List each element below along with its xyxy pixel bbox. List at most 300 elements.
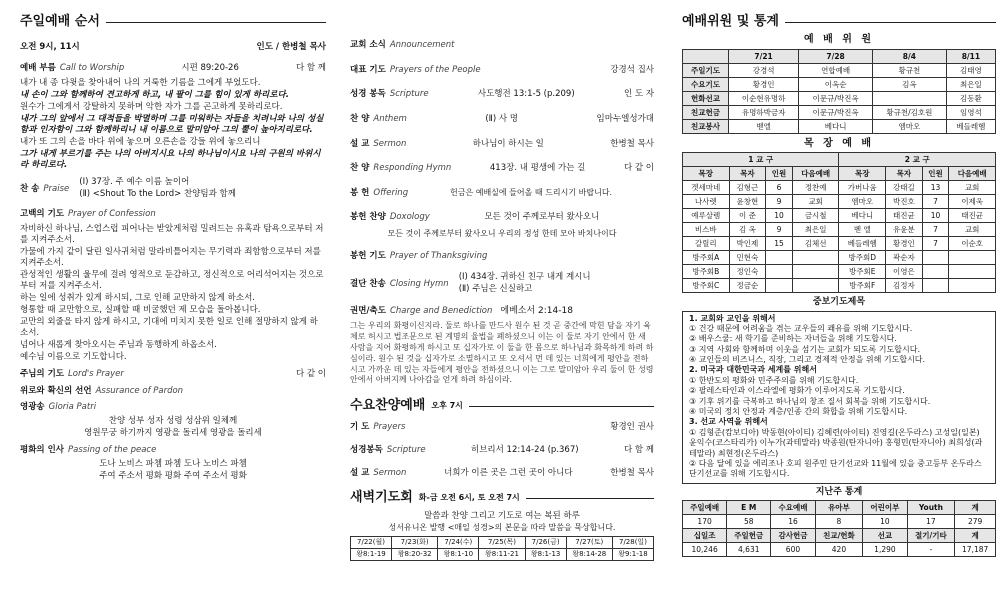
item-reference: 에베소서 2:14-18 [500, 306, 573, 317]
gloria-row [20, 402, 326, 413]
stats-header: Youth [907, 501, 955, 515]
table-row [683, 105, 996, 119]
item-english: Prayers [373, 422, 406, 433]
name-cell: 벧엘 [729, 119, 799, 133]
ref-cell: 왕8:11-21 [479, 548, 525, 560]
item-label: 봉헌 기도 [350, 251, 386, 262]
item-who: 임마누엘성가대 [596, 113, 654, 124]
pastoral-cell: 베다니 [839, 209, 886, 223]
order-item [350, 188, 654, 199]
charge-row [350, 306, 654, 317]
pastoral-cell: 박인제 [729, 237, 766, 251]
section-time: 화-금 오전 6시, 토 오전 7시 [418, 493, 520, 503]
district-header: 2 교 구 [839, 153, 996, 167]
item-label: 설 교 [350, 138, 370, 149]
item-label: 기 도 [350, 422, 370, 433]
table-row [683, 77, 996, 91]
item-english: Sermon [373, 138, 407, 149]
praise-line: (Ⅱ) <Shout To the Lord> 찬양팀과 함께 [79, 188, 236, 199]
pastoral-table [682, 152, 996, 293]
stats-value: 58 [727, 515, 771, 529]
dawn-note: 성서유니온 발행 <매일 성경>의 본문을 따라 말씀을 묵상합니다. [388, 522, 616, 532]
name-cell: 김태영 [946, 63, 995, 77]
stats-value: 600 [771, 543, 815, 557]
corner-cell [683, 49, 729, 63]
stats-value: 420 [815, 543, 863, 557]
stats-header: 절기/기타 [907, 529, 955, 543]
item-label: 찬 송 [20, 183, 40, 194]
pastoral-cell: 태진균 [886, 209, 923, 223]
role-cell: 주일기도 [683, 63, 729, 77]
pastoral-cell: 13 [922, 181, 949, 195]
pastoral-caption: 목 장 예 배 [803, 137, 875, 149]
lords-prayer-row [20, 369, 326, 380]
item-label: 대표 기도 [350, 64, 386, 75]
service-leader: 인도 / 한병철 목사 [256, 42, 326, 53]
name-cell: 최은일 [946, 77, 995, 91]
pastoral-cell: 박진호 [886, 195, 923, 209]
item-who: 황경인 권사 [610, 422, 654, 433]
pastoral-cell [949, 265, 996, 279]
pastoral-cell: 방주회B [683, 265, 730, 279]
table-row [683, 63, 996, 77]
item-label: 결단 찬송 [350, 278, 386, 289]
closing-hymns [459, 272, 591, 296]
name-cell: 임영석 [946, 105, 995, 119]
item-english: Passing of the peace [68, 445, 157, 456]
section-title-text: 새벽기도회 [350, 490, 413, 506]
pastoral-cell: 교회 [792, 195, 839, 209]
table-row [683, 251, 996, 265]
closing-hymn-row [350, 272, 654, 296]
stats-header: 친교/헌화 [815, 529, 863, 543]
reading-line-response: 그가 내게 부르기를 주는 나의 아버지시요 나의 하나님이시요 나의 구원의 바위시라 하리로다. [20, 148, 321, 170]
ref-cell: 왕8:20-32 [392, 548, 438, 560]
confession-text [20, 224, 326, 364]
section-title-dawn-prayer [350, 490, 654, 506]
item-english: Anthem [373, 113, 407, 124]
item-label: 성경 봉독 [350, 89, 386, 100]
item-english: Doxology [389, 212, 430, 223]
pastoral-cell: 방주회A [683, 251, 730, 265]
table-header-row [683, 49, 996, 63]
doxology-line-2: 모든 것이 주께로부터 왔사오니 우리의 정성 한데 모아 바치나이다 [387, 229, 617, 238]
reading-line: 원수가 그에게서 강탈하지 못하며 악한 자가 그를 곤고하게 못하리로다. [20, 101, 283, 112]
prayer-item: ① 한반도의 평화와 민주주의를 위해 기도합시다. [689, 375, 859, 385]
item-label: 설 교 [350, 467, 370, 478]
thanks-prayer-row [350, 251, 654, 262]
stats-value: 16 [771, 515, 815, 529]
confession-line: 예수님 이름으로 기도합니다. [20, 352, 127, 363]
pastoral-cell: 벧 엘 [839, 223, 886, 237]
stats-value: 17,187 [955, 543, 996, 557]
item-english: Scripture [389, 89, 429, 100]
stats-header: 주일예배 [683, 501, 727, 515]
order-of-worship-column [0, 0, 336, 483]
pastoral-cell [766, 265, 793, 279]
pastoral-cell: 민현숙 [729, 251, 766, 265]
item-english: Sermon [373, 467, 407, 478]
item-english: Assurance of Pardon [95, 385, 184, 396]
title-rule [106, 22, 326, 23]
item-english: Gloria Patri [48, 402, 97, 413]
stats-header: 계 [955, 529, 996, 543]
table-row [683, 181, 996, 195]
praise-row [20, 177, 326, 201]
item-english: Offering [373, 187, 409, 198]
item-who: 다 함 께 [295, 62, 326, 73]
stats-table [682, 500, 996, 557]
pastoral-cell: 방주회D [839, 251, 886, 265]
name-cell: 황규천/김호원 [872, 105, 946, 119]
pastoral-cell [792, 279, 839, 293]
item-who: 인 도 자 [623, 89, 654, 100]
pastoral-cell: 정금순 [729, 279, 766, 293]
table-header-row [683, 529, 996, 543]
pastoral-cell: 유윤분 [886, 223, 923, 237]
pastoral-body [683, 181, 996, 293]
confession-line: 넘어나 새롭게 찾아오시는 주님과 동행하게 하옵소서. [20, 340, 217, 351]
day-cell: 7/27(토) [566, 536, 612, 548]
item-who: 강경석 집사 [610, 64, 654, 75]
item-english: Prayer of Thanksgiving [389, 251, 488, 262]
order-item [350, 114, 654, 125]
pastoral-cell: 이제욱 [949, 195, 996, 209]
column-header: 인원 [766, 167, 793, 181]
order-item [350, 40, 654, 51]
pastoral-cell: 김정자 [886, 279, 923, 293]
pastoral-cell: 방주회E [839, 265, 886, 279]
doxology-row [350, 212, 654, 223]
pastoral-cell [766, 251, 793, 265]
pastoral-cell [949, 279, 996, 293]
pastoral-cell: 방주회C [683, 279, 730, 293]
day-cell: 7/28(일) [612, 536, 653, 548]
pastoral-cell [949, 251, 996, 265]
stats-header: 유아부 [815, 501, 863, 515]
table-row [683, 209, 996, 223]
item-label: 권면/축도 [350, 306, 386, 317]
item-reference: 시편 89:20-26 [181, 62, 239, 73]
pastoral-cell: 방주회F [839, 279, 886, 293]
date-header: 8/4 [872, 49, 946, 63]
name-cell: 강경석 [729, 63, 799, 77]
pastoral-cell: 9 [766, 223, 793, 237]
reading-line: 내가 내 종 다윗을 찾아내어 나의 거룩한 기름을 그에게 부었도다. [20, 77, 261, 88]
pastoral-cell: 윤창현 [729, 195, 766, 209]
confession-line: 가물에 가지 같이 달린 일사귀처럼 말라비틀어지는 무기력과 죄함함으로부터 저를 지켜주소서. [20, 246, 321, 268]
day-cell: 7/24(수) [438, 536, 479, 548]
stats-header: 어린이부 [863, 501, 907, 515]
hymn-line: (Ⅰ) 434장. 귀하신 친구 내게 계시니 [458, 272, 591, 283]
table-row [683, 265, 996, 279]
date-header: 7/21 [729, 49, 799, 63]
item-detail: 너희가 이른 곳은 그런 곳이 아니다 [444, 467, 573, 478]
pastoral-cell: 엠마오 [839, 195, 886, 209]
item-detail: 히브리서 12:14-24 (p.367) [470, 445, 579, 456]
wed-item [350, 468, 654, 479]
stats-value: 170 [683, 515, 727, 529]
section-title-text: 주일예배 순서 [20, 14, 100, 29]
reading-line: 내가 또 그의 손을 바다 위에 놓으며 오른손을 강들 위에 놓으리니 [20, 136, 261, 147]
pastoral-cell [922, 265, 949, 279]
pastoral-cell: 이순호 [949, 237, 996, 251]
name-cell: 황규천 [872, 63, 946, 77]
item-detail: 헌금은 예배실에 들어올 때 드리시기 바랍니다. [450, 187, 613, 197]
item-label: 고백의 기도 [20, 208, 65, 219]
item-label: 찬 양 [350, 163, 370, 174]
pastoral-cell: 10 [766, 209, 793, 223]
item-label: 위로와 확신의 선언 [20, 385, 92, 396]
pastoral-cell: 정인숙 [729, 265, 766, 279]
prayer-section-heading: 2. 미국과 대한민국과 세계를 위해서 [689, 365, 817, 375]
stats-value: 279 [955, 515, 996, 529]
stats-value: 10 [863, 515, 907, 529]
table-row [683, 195, 996, 209]
pastoral-cell [792, 265, 839, 279]
role-cell: 친교헌금 [683, 105, 729, 119]
item-who: 한병철 목사 [610, 138, 654, 149]
pastoral-cell: 겟세마네 [683, 181, 730, 195]
day-cell: 7/22(월) [351, 536, 392, 548]
column-header: 목자 [886, 167, 923, 181]
stats-caption: 지난주 통계 [815, 486, 863, 497]
pastoral-cell [922, 279, 949, 293]
pastoral-cell: 7 [922, 195, 949, 209]
prayer-item: ② 다음 달에 있을 에리조나 호피 원주민 단기선교와 11월에 있을 중고등부 온두라스 단기선교를 위해 기도합시다. [689, 458, 982, 479]
column-header: 다음예배 [949, 167, 996, 181]
prayer-section-heading: 1. 교회와 교인을 위해서 [689, 313, 776, 323]
column-header: 다음예배 [792, 167, 839, 181]
name-cell: 유명하박금자 [729, 105, 799, 119]
item-english: Closing Hymn [389, 278, 449, 289]
order-continued-column [336, 0, 666, 561]
peace-row [20, 445, 326, 456]
lyric-line: 주여 주소서 평화 평화 주여 주소서 평화 [99, 470, 247, 481]
table-row [351, 536, 654, 548]
pastoral-cell: 황경인 [886, 237, 923, 251]
pastoral-cell: 이영은 [886, 265, 923, 279]
pastoral-cell: 곽순자 [886, 251, 923, 265]
item-english: Lord's Prayer [68, 369, 124, 380]
item-english: Responding Hymn [373, 163, 452, 174]
pastoral-cell: 7 [922, 237, 949, 251]
prayer-section-heading: 3. 선교 사역을 위해서 [689, 417, 768, 427]
date-header: 8/11 [946, 49, 995, 63]
dawn-motto: 말씀과 찬양 그리고 기도로 여는 복된 하루 [424, 510, 580, 521]
day-cell: 7/25(목) [479, 536, 525, 548]
stats-value: 10,246 [683, 543, 727, 557]
confession-line: 교만의 외줄을 타지 않게 하시고, 기대에 미치지 못한 일로 인해 절망하지 않게 하소서. [20, 316, 318, 339]
lyric-line: 도나 노비스 파쳄 파쳄 도나 노비스 파쳄 [99, 458, 247, 469]
table-row [683, 91, 996, 105]
prayer-item: ② 팔레스타인과 이스라엘에 평화가 이루어지도록 기도합시다. [689, 386, 905, 396]
item-who: 한병철 목사 [610, 467, 654, 478]
lyric-line: 찬양 성부 성자 성령 성삼위 일체께 [108, 416, 238, 427]
pastoral-cell [766, 279, 793, 293]
section-time: 오후 7시 [431, 401, 463, 411]
item-english: Scripture [386, 445, 426, 456]
item-label: 영광송 [20, 402, 45, 413]
name-cell: 이순현유명하 [729, 91, 799, 105]
doxology-line: 모든 것이 주께로부터 왔사오니 [484, 212, 600, 223]
committee-stats-column [670, 0, 1004, 557]
order-item [350, 139, 654, 150]
benediction-text: 그는 우리의 화평이신지라. 둘로 하나를 만드사 원수 된 것 곧 중간에 막힌 담을 자기 육체로 허시고 법조문으로 된 계명의 율법을 폐하셨으니 이는 이 둘로 자기 안에서 한 새 사람을 지어 화평하게 하시고 또 십자가로 이 둘을 한 몸으로 하나님과 화목하게 하려 하심이라. 원수 된 것을 십자가로 소멸하시고 또 오셔서 먼 데 있는 너희에게 평안을 전하시고 가까운 데 있는 자들에게 평안을 전하셨으니 이는 그로 말미암아 우리 둘이 한 성령 안에서 아버지께 나아감을 얻게 하려 하심이라. [350, 321, 654, 385]
stats-value: 17 [907, 515, 955, 529]
ref-cell: 왕8:1-13 [525, 548, 566, 560]
table-header-row [683, 501, 996, 515]
table-header-row [683, 153, 996, 167]
pastoral-cell: 김형근 [729, 181, 766, 195]
committee-caption: 예 배 위 원 [803, 34, 875, 46]
hymn-line: (Ⅱ) 주님은 신실하고 [458, 284, 533, 295]
pastoral-cell: 예루살렘 [683, 209, 730, 223]
order-item [350, 65, 654, 76]
day-cell: 7/26(금) [525, 536, 566, 548]
prayer-item: ① 김형준(캄보디아) 박동현(아이티) 김혜련(아이티) 진영길(온두라스) 고성일(일본) 윤익수(코스타리카) 이누가(과테말라) 박종원(탄자니아) 홍형민(탄자니아) 최희성(과테말라) 최현정(온두라스) [689, 427, 983, 458]
prayer-item: ① 건강 때문에 어려움을 겪는 교우들의 쾌유를 위해 기도합시다. [689, 323, 913, 333]
ref-cell: 왕9:1-18 [612, 548, 653, 560]
stats-header: 계 [955, 501, 996, 515]
item-detail: 413장. 내 평생에 가는 길 [489, 163, 586, 174]
stats-value: 1,290 [863, 543, 907, 557]
section-title-committee [682, 14, 996, 30]
wed-item [350, 422, 654, 433]
committee-table [682, 49, 996, 134]
prayer-item: ② 배우스쿨: 새 학기를 준비하는 자녀들을 위해 기도합시다. [689, 334, 897, 344]
title-rule [785, 22, 996, 23]
stats-header: 선교 [863, 529, 907, 543]
gloria-lyrics [20, 416, 326, 439]
call-responsive-reading [20, 78, 326, 171]
item-english: Charge and Benediction [389, 306, 493, 317]
name-cell: 베다니 [799, 119, 873, 133]
name-cell: 연합예배 [799, 63, 873, 77]
name-cell: 황경인 [729, 77, 799, 91]
service-time: 오전 9시, 11시 [20, 42, 80, 53]
item-english: Call to Worship [59, 62, 125, 73]
item-english: Prayers of the People [389, 64, 481, 75]
pastoral-cell: 최은일 [792, 223, 839, 237]
section-title-text: 수요찬양예배 [350, 398, 426, 414]
stats-header: 수요예배 [771, 501, 815, 515]
table-row [683, 119, 996, 133]
pastoral-cell: 9 [766, 195, 793, 209]
pastoral-cell: 김체선 [792, 237, 839, 251]
ref-cell: 왕8:1-19 [351, 548, 392, 560]
order-item [350, 89, 654, 100]
call-to-worship-row [20, 63, 326, 74]
item-who: 다 같 이 [295, 369, 326, 380]
item-detail: 사도행전 13:1-5 (p.209) [477, 89, 575, 100]
section-title-text: 예배위원 및 통계 [682, 14, 779, 29]
order-item [350, 163, 654, 174]
day-cell: 7/23(화) [392, 536, 438, 548]
column-header: 목자 [729, 167, 766, 181]
stats-value: 8 [815, 515, 863, 529]
pastoral-cell: 갈릴리 [683, 237, 730, 251]
name-cell: 이옥순 [799, 77, 873, 91]
wed-item [350, 445, 654, 456]
item-label: 주님의 기도 [20, 369, 65, 380]
item-label: 교회 소식 [350, 40, 386, 50]
stats-header: E M [727, 501, 771, 515]
table-row [683, 237, 996, 251]
pastoral-cell: 교회 [949, 223, 996, 237]
pastoral-cell [922, 251, 949, 265]
section-title-sunday-worship [20, 14, 326, 30]
confession-row [20, 209, 326, 220]
item-label: 봉 헌 [350, 187, 370, 198]
item-label: 예배 부름 [20, 62, 56, 73]
pastoral-cell: 김 옥 [729, 223, 766, 237]
name-cell: 엠마오 [872, 119, 946, 133]
stats-header: 주일헌금 [727, 529, 771, 543]
column-header: 인원 [922, 167, 949, 181]
pastoral-cell: 금시철 [792, 209, 839, 223]
ref-cell: 왕8:1-10 [438, 548, 479, 560]
intercessory-prayer-box [682, 311, 996, 484]
pastoral-cell: 15 [766, 237, 793, 251]
lyric-line: 영원무궁 하기까지 영광을 돌리세 영광을 돌리세 [84, 428, 262, 439]
name-cell: 김동환 [946, 91, 995, 105]
pastoral-cell: 비스바 [683, 223, 730, 237]
item-detail: (Ⅱ) 사 명 [485, 113, 518, 124]
pardon-row [20, 386, 326, 397]
title-rule [526, 498, 654, 499]
prayer-item: ④ 교인들의 비즈니스, 직장, 그리고 경제적 안정을 위해 기도합시다. [689, 355, 926, 365]
name-cell: 김옥 [872, 77, 946, 91]
confession-line: 형통할 때 교만함으로, 실패할 때 비굴했던 제 모습을 돌아봅니다. [20, 304, 261, 315]
pastoral-cell: 6 [766, 181, 793, 195]
confession-line: 관성적인 생활의 울무에 걸려 영적으로 둔감하고, 정신적으로 어리석어지는 것으로부터 저를 지켜주소서. [20, 269, 324, 291]
stats-value: - [907, 543, 955, 557]
date-header: 7/28 [799, 49, 873, 63]
table-row [351, 548, 654, 560]
pastoral-cell: 가버나움 [839, 181, 886, 195]
item-label: 성경봉독 [350, 445, 383, 456]
pastoral-cell: 강태길 [886, 181, 923, 195]
item-who: 다 함 께 [623, 445, 654, 456]
pastoral-cell: 교회 [949, 181, 996, 195]
item-label: 평화의 인사 [20, 445, 65, 456]
table-row [683, 515, 996, 529]
item-detail: 하나님이 하시는 일 [472, 138, 544, 149]
table-header-row [683, 167, 996, 181]
item-label: 찬 양 [350, 113, 370, 124]
name-cell: 베들레헴 [946, 119, 995, 133]
praise-line: (Ⅰ) 37장. 주 예수 이름 높이어 [79, 176, 190, 187]
section-title-wednesday [350, 398, 654, 414]
confession-line: 자비하신 하나님, 스업스럽 피어나는 받았게처럼 밀려드는 유혹과 탐욕으로부터 저를 지켜주소서. [20, 223, 324, 245]
table-row [683, 279, 996, 293]
prayer-item: ④ 미국의 정치 안정과 계층/인종 간의 화합을 위해 기도합시다. [689, 407, 908, 417]
stats-header: 십일조 [683, 529, 727, 543]
column-header: 목장 [683, 167, 730, 181]
pastoral-cell: 나사렛 [683, 195, 730, 209]
item-english: Announcement [389, 40, 455, 50]
title-rule [469, 406, 654, 407]
pastoral-cell: 이 준 [729, 209, 766, 223]
item-english: Praise [43, 183, 70, 194]
role-cell: 친교봉사 [683, 119, 729, 133]
peace-lyrics [20, 459, 326, 482]
item-who: 다 같 이 [623, 163, 654, 174]
column-header: 목장 [839, 167, 886, 181]
role-cell: 수요기도 [683, 77, 729, 91]
service-time-row [20, 42, 326, 53]
